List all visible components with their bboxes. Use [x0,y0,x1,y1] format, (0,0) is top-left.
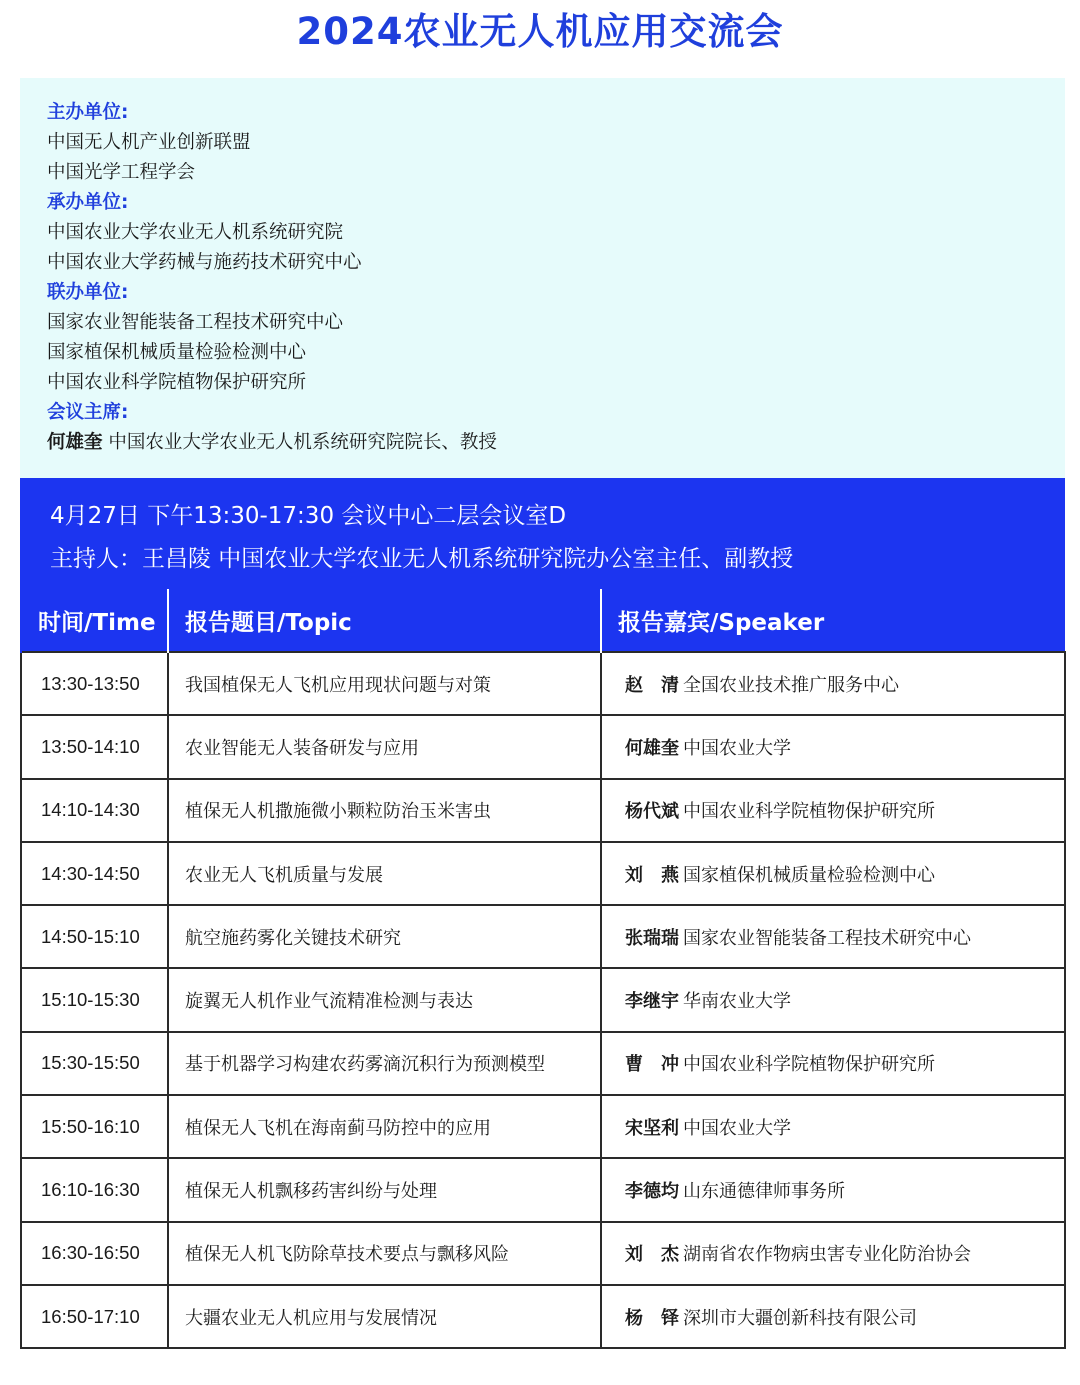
speaker-name: 杨代斌 [625,801,679,823]
co-organizer-item: 国家植保机械质量检验检测中心 [47,342,307,363]
time-cell: 16:30-16:50 [21,1222,168,1285]
speaker-cell [601,842,1065,905]
time-cell: 13:30-13:50 [21,652,168,715]
organizer-item: 中国农业大学农业无人机系统研究院 [47,222,344,243]
schedule-table [20,589,1066,1349]
topic-cell: 植保无人机飞防除草技术要点与飘移风险 [168,1222,601,1285]
time-cell: 14:50-15:10 [21,905,168,968]
speaker-affiliation: 国家农业智能装备工程技术研究中心 [683,927,971,949]
topic-cell: 植保无人飞机在海南蓟马防控中的应用 [168,1095,601,1158]
co-organizer-item: 中国农业科学院植物保护研究所 [47,372,307,393]
table-row [21,905,1065,968]
speaker-affiliation: 深圳市大疆创新科技有限公司 [683,1307,917,1329]
host-item: 中国光学工程学会 [47,162,196,183]
table-row [21,652,1065,715]
schedule-header-row [21,589,1065,652]
table-row [21,779,1065,842]
column-header-topic: 报告题目/Topic [168,589,601,652]
table-row [21,1095,1065,1158]
topic-cell: 航空施药雾化关键技术研究 [168,905,601,968]
speaker-name: 杨 铎 [625,1307,679,1329]
speaker-affiliation: 中国农业科学院植物保护研究所 [683,801,935,823]
speaker-cell [601,1158,1065,1221]
topic-cell: 我国植保无人飞机应用现状问题与对策 [168,652,601,715]
topic-cell: 农业无人飞机质量与发展 [168,842,601,905]
chair-label: 会议主席: [47,402,129,423]
speaker-affiliation: 国家植保机械质量检验检测中心 [683,864,935,886]
table-row [21,1285,1065,1348]
time-cell: 14:10-14:30 [21,779,168,842]
speaker-cell [601,1222,1065,1285]
column-header-time: 时间/Time [21,589,168,652]
topic-cell: 植保无人机飘移药害纠纷与处理 [168,1158,601,1221]
session-time-location: 4月27日 下午13:30-17:30 会议中心二层会议室D [50,503,567,529]
table-row [21,1032,1065,1095]
organizer-item: 中国农业大学药械与施药技术研究中心 [47,252,362,273]
table-row [21,842,1065,905]
speaker-affiliation: 山东通德律师事务所 [683,1181,845,1203]
topic-cell: 旋翼无人机作业气流精准检测与表达 [168,968,601,1031]
table-row [21,968,1065,1031]
time-cell: 14:30-14:50 [21,842,168,905]
speaker-affiliation: 全国农业技术推广服务中心 [683,674,899,696]
organizer-info-panel [20,78,1065,478]
topic-cell: 植保无人机撒施微小颗粒防治玉米害虫 [168,779,601,842]
page-title: 2024农业无人机应用交流会 [296,10,784,53]
speaker-name: 刘 杰 [625,1244,679,1266]
table-row [21,1222,1065,1285]
column-header-speaker: 报告嘉宾/Speaker [601,589,1065,652]
topic-cell: 大疆农业无人机应用与发展情况 [168,1285,601,1348]
host-label: 主办单位: [47,102,129,123]
topic-cell: 基于机器学习构建农药雾滴沉积行为预测模型 [168,1032,601,1095]
chair-line [47,428,1065,458]
organizer-label: 承办单位: [47,192,129,213]
speaker-name: 宋坚利 [625,1117,679,1139]
speaker-affiliation: 中国农业科学院植物保护研究所 [683,1054,935,1076]
co-organizer-item: 国家农业智能装备工程技术研究中心 [47,312,344,333]
time-cell: 13:50-14:10 [21,715,168,778]
speaker-cell [601,1032,1065,1095]
speaker-name: 曹 冲 [625,1054,679,1076]
speaker-cell [601,715,1065,778]
host-item: 中国无人机产业创新联盟 [47,132,251,153]
table-row [21,715,1065,778]
speaker-name: 张瑞瑞 [625,927,679,949]
speaker-affiliation: 中国农业大学 [683,1117,791,1139]
time-cell: 16:50-17:10 [21,1285,168,1348]
speaker-name: 何雄奎 [625,737,679,759]
speaker-cell [601,779,1065,842]
time-cell: 16:10-16:30 [21,1158,168,1221]
table-row [21,1158,1065,1221]
topic-cell: 农业智能无人装备研发与应用 [168,715,601,778]
chair-title: 中国农业大学农业无人机系统研究院院长、教授 [108,432,497,453]
speaker-cell [601,1285,1065,1348]
speaker-name: 李继宇 [625,991,679,1013]
speaker-cell [601,1095,1065,1158]
speaker-affiliation: 中国农业大学 [683,737,791,759]
speaker-affiliation: 华南农业大学 [683,991,791,1013]
speaker-cell [601,905,1065,968]
co-organizer-label: 联办单位: [47,282,129,303]
speaker-affiliation: 湖南省农作物病虫害专业化防治协会 [683,1244,971,1266]
time-cell: 15:50-16:10 [21,1095,168,1158]
time-cell: 15:10-15:30 [21,968,168,1031]
speaker-name: 李德均 [625,1181,679,1203]
chair-name: 何雄奎 [47,432,103,453]
session-header [20,478,1065,589]
time-cell: 15:30-15:50 [21,1032,168,1095]
speaker-cell [601,968,1065,1031]
speaker-name: 刘 燕 [625,864,679,886]
session-moderator: 主持人：王昌陵 中国农业大学农业无人机系统研究院办公室主任、副教授 [50,546,794,572]
speaker-name: 赵 清 [625,674,679,696]
speaker-cell [601,652,1065,715]
